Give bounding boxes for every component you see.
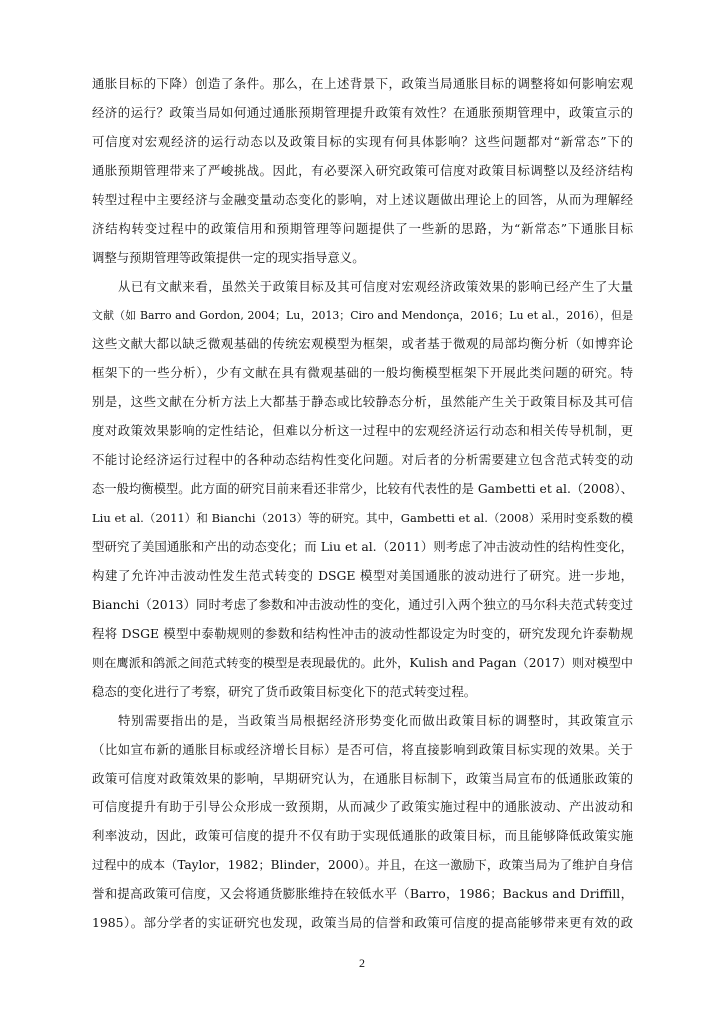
text-line: 度对政策效果影响的定性结论，但难以分析这一过程中的宏观经济运行动态和相关传导机制，更	[92, 423, 633, 439]
text-line: 1985）。部分学者的实证研究也发现，政策当局的信誉和政策可信度的提高能够带来更有效的政	[92, 915, 633, 931]
text-line: Bianchi（2013）同时考虑了参数和冲击波动性的变化，通过引入两个独立的马尔科夫范式转变过	[92, 596, 633, 612]
text-line: Liu et al.（2011）和 Bianchi（2013）等的研究。其中，Gambetti et al.（2008）采用时变系数的模	[92, 511, 633, 526]
text-line: 可信度提升有助于引导公众形成一致预期，从而减少了政策实施过程中的通胀波动、产出波动和	[92, 799, 633, 815]
text-line: （比如宣布新的通胀目标或经济增长目标）是否可信，将直接影响到政策目标实现的效果。关于	[92, 741, 633, 757]
paragraph	[92, 273, 633, 707]
text-line: 可信度对宏观经济的运行动态以及政策目标的实现有何具体影响？这些问题都对“新常态”下的	[92, 133, 633, 149]
page-number: 2	[359, 956, 365, 970]
text-line: 不能讨论经济运行过程中的各种动态结构性变化问题。对后者的分析需要建立包含范式转变的动	[92, 452, 633, 468]
text-line: 调整与预期管理等政策提供一定的现实指导意义。	[92, 249, 365, 265]
text-line: 稳态的变化进行了考察，研究了货币政策目标变化下的范式转变过程。	[92, 683, 477, 699]
text-line: 构建了允许冲击波动性发生范式转变的 DSGE 模型对美国通胀的波动进行了研究。进一步地，	[92, 567, 633, 583]
text-line: 通胀目标的下降）创造了条件。那么，在上述背景下，政策当局通胀目标的调整将如何影响宏观	[92, 76, 633, 91]
text-line: 程将 DSGE 模型中泰勒规则的参数和结构性冲击的波动性都设定为时变的，研究发现允许泰勒规	[92, 625, 633, 641]
text-line: 文献（如 Barro and Gordon, 2004；Lu，2013；Ciro and Mendonça，2016；Lu et al.，2016），但是	[92, 308, 633, 322]
text-line: 经济的运行？政策当局如何通过通胀预期管理提升政策有效性？在通胀预期管理中，政策宣示的	[92, 104, 633, 120]
text-line: 政策可信度对政策效果的影响，早期研究认为，在通胀目标制下，政策当局宣布的低通胀政策的	[92, 770, 633, 786]
text-line: 利率波动，因此，政策可信度的提升不仅有助于实现低通胀的政策目标，而且能够降低政策实施	[92, 828, 633, 844]
text-line: 框架下的一些分析），少有文献在具有微观基础的一般均衡模型框架下开展此类问题的研究。特	[92, 365, 633, 381]
text-line: 从已有文献来看，虽然关于政策目标及其可信度对宏观经济政策效果的影响已经产生了大量	[118, 278, 633, 294]
text-line: 型研究了美国通胀和产出的动态变化；而 Liu et al.（2011）则考虑了冲击波动性的结构性变化，	[92, 539, 633, 554]
text-line: 特别需要指出的是，当政策当局根据经济形势变化而做出政策目标的调整时，其政策宣示	[118, 712, 633, 728]
text-line: 济结构转变过程中的政策信用和预期管理等问题提供了一些新的思路，为“新常态”下通胀目标	[92, 220, 633, 236]
text-line: 通胀预期管理带来了严峻挑战。因此，有必要深入研究政策可信度对政策目标调整以及经济结构	[92, 162, 633, 178]
paragraph	[92, 707, 633, 939]
text-line: 态一般均衡模型。此方面的研究目前来看还非常少，比较有代表性的是 Gambetti et al.（2008）、	[92, 482, 633, 497]
body-text	[92, 70, 633, 938]
text-line: 过程中的成本（Taylor，1982；Blinder，2000）。并且，在这一激励下，政策当局为了维护自身信	[92, 858, 633, 873]
text-line: 则在鹰派和鸽派之间范式转变的模型是表现最优的。此外，Kulish and Pagan（2017）则对模型中	[92, 655, 633, 670]
paragraph	[92, 70, 633, 273]
text-line: 誉和提高政策可信度，又会将通货膨胀维持在较低水平（Barro，1986；Backus and Driffill，	[92, 886, 633, 902]
text-line: 转型过程中主要经济与金融变量动态变化的影响，对上述议题做出理论上的回答，从而为理解经	[92, 191, 633, 207]
text-line: 这些文献大都以缺乏微观基础的传统宏观模型为框架，或者基于微观的局部均衡分析（如博弈论	[92, 336, 633, 352]
text-line: 别是，这些文献在分析方法上大都基于静态或比较静态分析，虽然能产生关于政策目标及其可信	[92, 394, 633, 410]
